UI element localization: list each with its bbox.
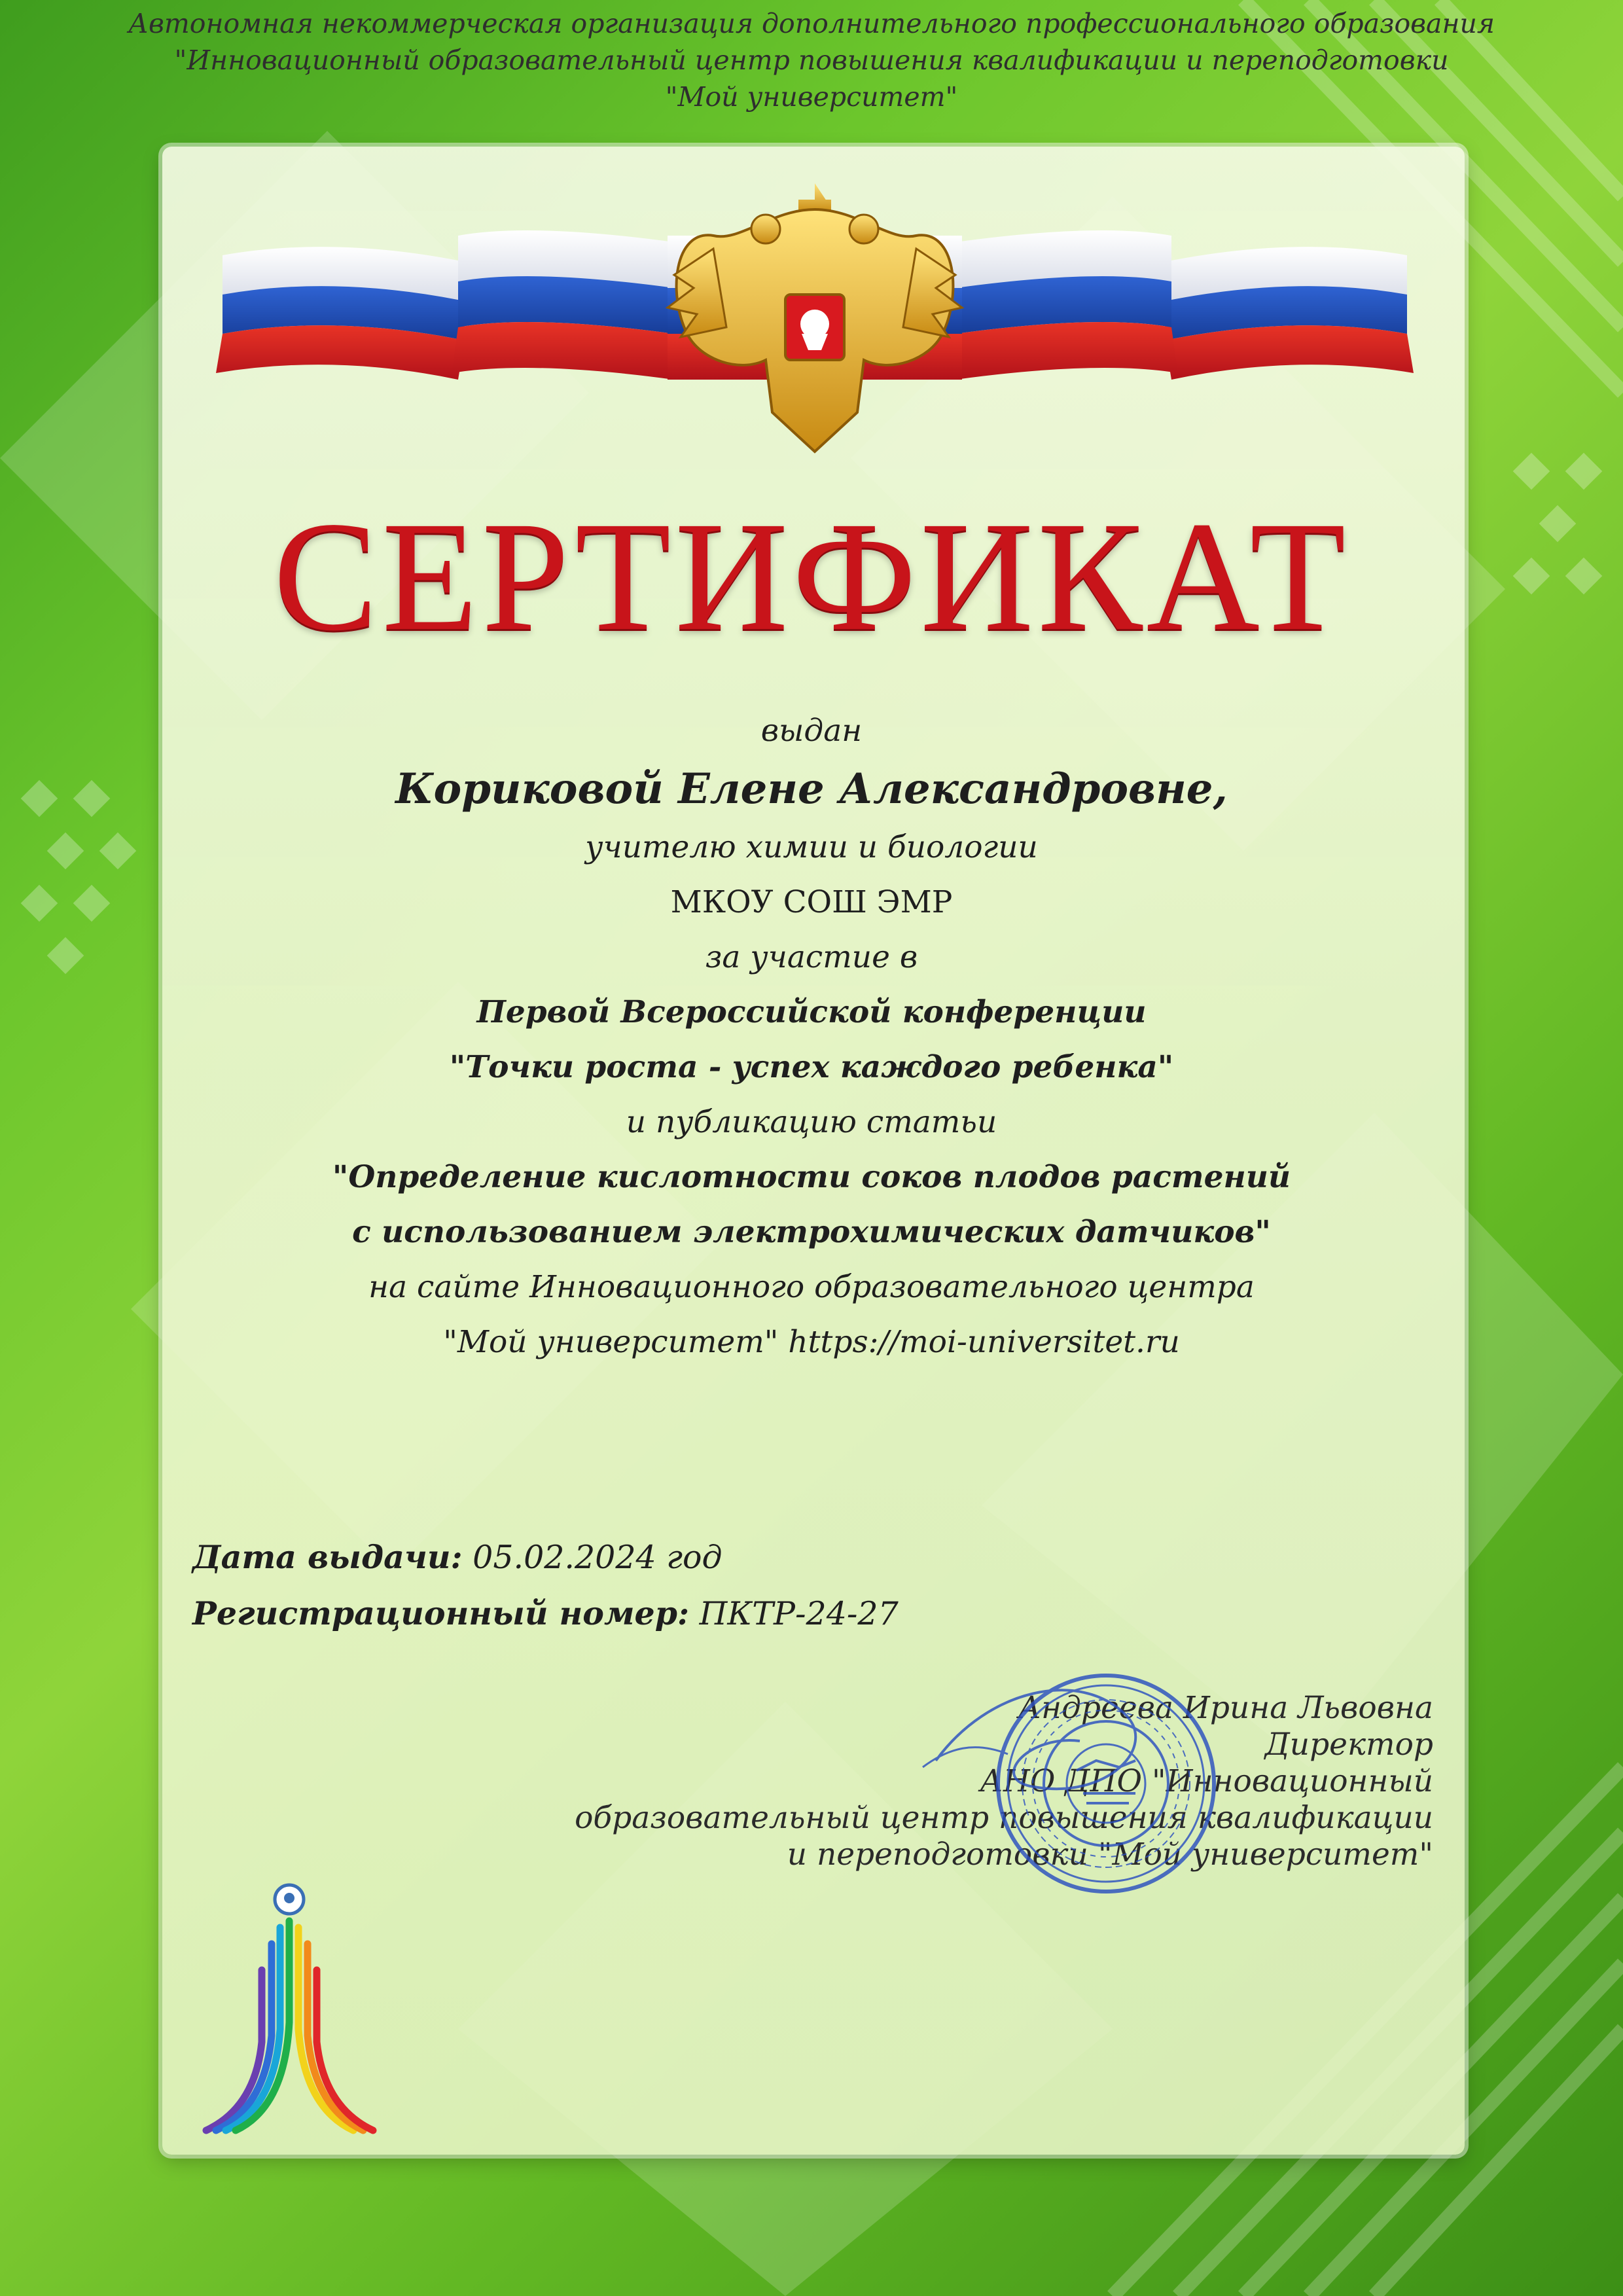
organization-line-2: "Инновационный образовательный центр повышения квалификации и переподготовки (174, 45, 1449, 76)
recipient-name: Кориковой Елене Александровне, (395, 764, 1228, 814)
event-name-line-1: Первой Всероссийской конференции (476, 994, 1147, 1030)
issued-label: выдан (760, 713, 863, 749)
registration-number-row (192, 1594, 899, 1632)
recipient-position: учителю химии и биологии (585, 829, 1038, 865)
article-title-line-1: "Определение кислотности соков плодов растений (332, 1159, 1291, 1195)
participation-label: за участие в (705, 939, 918, 975)
event-name-line-2: "Точки роста - успех каждого ребенка" (449, 1049, 1174, 1085)
issue-date-label: Дата выдачи: (192, 1538, 463, 1576)
publication-label: и публикацию статьи (626, 1104, 997, 1140)
recipient-school: МКОУ СОШ ЭМР (670, 884, 953, 920)
certificate-title: СЕРТИФИКАТ (273, 489, 1350, 663)
coat-of-arms-icon (668, 183, 962, 452)
certificate-body (0, 704, 1623, 1370)
round-seal-stamp (910, 1662, 1224, 1905)
registration-number-label: Регистрационный номер: (192, 1594, 690, 1632)
organization-line-3: "Мой университет" (665, 81, 958, 113)
russian-flag-banner-icon (216, 164, 1414, 471)
issue-date-row (192, 1538, 722, 1576)
organization-header (0, 5, 1623, 115)
signatory-org-line-2: образовательный центр повышения квалификации (575, 1800, 1433, 1836)
issue-date-value: 05.02.2024 год (473, 1539, 722, 1576)
registration-number-value: ПКТР-24-27 (699, 1595, 899, 1632)
site-line-2: "Мой университет" https://moi-universitet.ru (443, 1324, 1180, 1360)
rainbow-tower-logo-icon (196, 1872, 380, 2140)
signatory-role: Директор (1264, 1727, 1433, 1763)
site-line-1: на сайте Инновационного образовательного центра (368, 1269, 1255, 1305)
organization-line-1: Автономная некоммерческая организация дополнительного профессионального образования (128, 8, 1495, 39)
signatory-org-line-1: АНО ДПО "Инновационный (980, 1763, 1433, 1799)
signatory-name: Андреева Ирина Львовна (1018, 1690, 1433, 1726)
signatory-org-line-3: и переподготовки "Мой университет" (787, 1837, 1433, 1873)
article-title-line-2: с использованием электрохимических датчиков" (352, 1214, 1271, 1250)
